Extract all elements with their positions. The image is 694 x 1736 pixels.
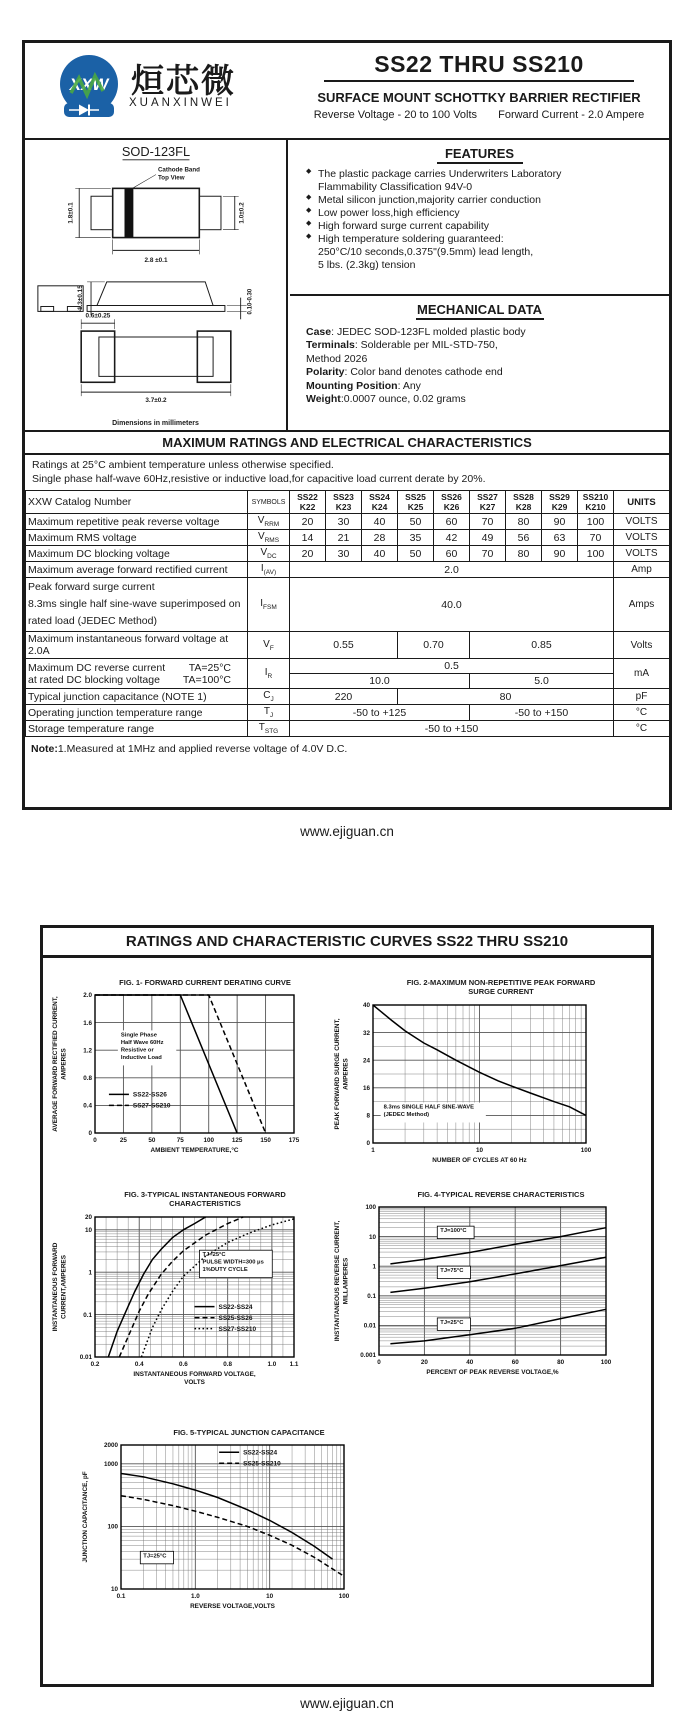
- catalog-number-header: XXW Catalog Number: [26, 491, 248, 514]
- symbol-cell: $T_J$: [248, 705, 290, 721]
- features-mechanical-panel: [290, 140, 669, 430]
- value-cell: 30: [326, 514, 362, 530]
- bullet-icon: ◆: [306, 233, 312, 241]
- package-name: SOD-123FL: [121, 143, 190, 159]
- feature-item: ◆ Low power loss,high efficiency: [306, 207, 460, 220]
- value-cell: 0.70: [398, 632, 470, 659]
- package-outline-drawing: [30, 142, 282, 406]
- unit-cell: VOLTS: [614, 546, 670, 562]
- features-list: [290, 168, 669, 272]
- x-axis-label: NUMBER OF CYCLES AT 60 Hz: [432, 1156, 527, 1164]
- features-heading: FEATURES: [444, 146, 515, 161]
- y-tick-label: 40: [362, 1001, 370, 1009]
- cathode-band-mark: [124, 188, 133, 237]
- unit-cell: VOLTS: [614, 530, 670, 546]
- y-tick-label: 32: [362, 1029, 370, 1037]
- legend-label: SS22-SS24: [218, 1303, 253, 1311]
- symbol-cell: $I_{(AV)}$: [248, 562, 290, 578]
- ratings-condition-2: Single phase half-wave 60Hz,resistive or inductive load,for capacitive load current derate by 20%.: [32, 472, 486, 485]
- series-TJ=25°C: [390, 1310, 606, 1344]
- value-cell: 14: [290, 530, 326, 546]
- mechanical-data-list: [290, 324, 669, 407]
- mechanical-data-section: [290, 302, 669, 407]
- value-cell: 60: [434, 546, 470, 562]
- value-cell: 63: [542, 530, 578, 546]
- chart-annotation: 8.3ms SINGLE HALF SINE-WAVE: [383, 1104, 475, 1111]
- value-cell: 40.0: [290, 578, 614, 632]
- top-view-label: Top View: [157, 174, 185, 182]
- y-tick-label: 0.1: [83, 1311, 92, 1319]
- fig3-typical-instantaneous-forward-characteristics: [49, 1190, 327, 1402]
- y-tick-label: 2000: [103, 1442, 118, 1450]
- chart-canvas: [331, 1199, 613, 1381]
- feature-item-continuation: 250°C/10 seconds,0.375"(9.5mm) lead length,: [318, 246, 534, 259]
- value-cell: 50: [398, 514, 434, 530]
- features-section: [290, 146, 669, 296]
- value-cell: 80: [398, 689, 614, 705]
- parameter-label: Maximum DC blocking voltage: [26, 546, 248, 562]
- table-footnote: [25, 743, 669, 755]
- y-tick-label: 20: [84, 1213, 92, 1221]
- x-tick-label: 25: [119, 1137, 127, 1145]
- value-cell: 21: [326, 530, 362, 546]
- dim-height: 1.3±0.15: [76, 285, 84, 311]
- y-tick-label: 10: [368, 1234, 376, 1242]
- chart-annotation: (JEDEC Method): [383, 1111, 430, 1118]
- value-cell: -50 to +150: [290, 721, 614, 737]
- y-tick-label: 0.1: [367, 1293, 376, 1301]
- unit-cell: °C: [614, 721, 670, 737]
- dim-lead-width: 1.0±0.2: [238, 202, 246, 224]
- value-cell: 100: [578, 546, 614, 562]
- value-cell: 56: [506, 530, 542, 546]
- x-tick-label: 50: [148, 1137, 156, 1145]
- value-cell: 80: [506, 514, 542, 530]
- chart-annotation: TJ=100°C: [440, 1228, 467, 1235]
- x-tick-label: 1: [371, 1146, 375, 1154]
- cathode-band-label: Cathode Band: [157, 166, 200, 174]
- page2-footer-url: www.ejiguan.cn: [300, 1696, 394, 1711]
- features-underline: [437, 162, 523, 164]
- y-tick-label: 1: [88, 1269, 92, 1277]
- units-header: UNITS: [614, 491, 670, 514]
- y-tick-label: 1: [372, 1263, 376, 1271]
- chart-title: FIG. 3-TYPICAL INSTANTANEOUS FORWARD CHARACTERISTICS: [124, 1190, 286, 1209]
- y-axis-label: MILLAMPERES: [342, 1258, 350, 1305]
- mechanical-data-line: Method 2026: [306, 352, 368, 365]
- y-tick-label: 100: [365, 1204, 376, 1212]
- y-tick-label: 0.01: [79, 1353, 92, 1361]
- value-cell: 70: [470, 546, 506, 562]
- y-axis-label: PEAK FORWARD SURGE CURRENT,: [334, 1018, 341, 1130]
- chart-canvas: [49, 987, 301, 1159]
- parameter-label: Maximum average forward rectified current: [26, 562, 248, 578]
- legend-label: SS22-SS26: [132, 1091, 167, 1099]
- x-tick-label: 40: [466, 1359, 474, 1367]
- x-axis-label: AMBIENT TEMPERATURE,°C: [150, 1147, 239, 1155]
- unit-cell: Amps: [614, 578, 670, 632]
- value-cell: 28: [362, 530, 398, 546]
- brand-romanized-name: XUANXINWEI: [129, 97, 232, 109]
- dim-standoff: 0.10-0.30: [245, 288, 253, 315]
- y-tick-label: 0.8: [83, 1075, 92, 1083]
- symbol-cell: $T_{STG}$: [248, 721, 290, 737]
- y-tick-label: 24: [362, 1057, 370, 1065]
- dim-body-width: 1.8±0.1: [66, 202, 74, 224]
- x-axis-label: REVERSE VOLTAGE,VOLTS: [190, 1603, 275, 1611]
- y-axis-label: AMPERES: [342, 1057, 350, 1090]
- header-title-block: [293, 51, 665, 121]
- chart-annotation: TJ=25°C: [143, 1553, 167, 1560]
- x-tick-label: 125: [231, 1137, 243, 1145]
- brand-logo: [51, 51, 133, 131]
- x-axis-label: VOLTS: [184, 1378, 205, 1386]
- chart-annotation: 1%DUTY CYCLE: [202, 1266, 248, 1273]
- y-axis-label: JUNCTION CAPACITANCE, pF: [82, 1471, 89, 1564]
- x-tick-label: 100: [338, 1593, 350, 1601]
- symbol-cell: $V_{RRM}$: [248, 514, 290, 530]
- x-tick-label: 0.8: [223, 1360, 233, 1368]
- chart-title: FIG. 4-TYPICAL REVERSE CHARACTERISTICS: [417, 1190, 585, 1199]
- device-column-header: SS29 K29: [542, 491, 578, 514]
- parameter-label: Storage temperature range: [26, 721, 248, 737]
- chart-annotation: PULSE WIDTH=300 μs: [202, 1259, 264, 1266]
- parameter-label: Operating junction temperature range: [26, 705, 248, 721]
- y-axis-label: AMPERES: [60, 1048, 68, 1081]
- value-cell: 35: [398, 530, 434, 546]
- mechanical-heading: MECHANICAL DATA: [417, 302, 542, 317]
- page1-footer-url: www.ejiguan.cn: [300, 824, 394, 839]
- value-cell: 40: [362, 514, 398, 530]
- device-column-header: SS26 K26: [434, 491, 470, 514]
- x-tick-label: 1.0: [190, 1593, 200, 1601]
- unit-cell: Volts: [614, 632, 670, 659]
- y-tick-label: 10: [84, 1226, 92, 1234]
- value-cell: 40: [362, 546, 398, 562]
- symbol-cell: $I_R$: [248, 659, 290, 689]
- chart-annotation: Inductive Load: [120, 1055, 162, 1062]
- chart-title: FIG. 2-MAXIMUM NON-REPETITIVE PEAK FORWARD SURGE CURRENT: [406, 978, 596, 997]
- mechanical-underline: [416, 318, 544, 320]
- bullet-icon: ◆: [306, 194, 312, 202]
- y-axis-label: AVERAGE FORWARD RECTIFIED CURRENT,: [52, 996, 59, 1133]
- chart-title: FIG. 1- FORWARD CURRENT DERATING CURVE: [119, 978, 291, 987]
- bullet-icon: ◆: [306, 220, 312, 228]
- value-cell: 42: [434, 530, 470, 546]
- symbol-cell: $V_F$: [248, 632, 290, 659]
- value-cell: 49: [470, 530, 506, 546]
- y-tick-label: 100: [107, 1523, 118, 1531]
- value-cell: 0.85: [470, 632, 614, 659]
- device-column-header: SS24 K24: [362, 491, 398, 514]
- dimensions-note: Dimensions in millimeters: [112, 420, 199, 427]
- dim-body-length: 2.8 ±0.1: [144, 257, 167, 265]
- y-axis-label: INSTANTANEOUS REVERSE CURRENT,: [334, 1221, 341, 1342]
- x-axis-label: PERCENT OF PEAK REVERSE VOLTAGE,%: [426, 1369, 559, 1377]
- value-cell: 10.0: [290, 674, 470, 689]
- value-cell: 20: [290, 546, 326, 562]
- series-TJ=100°C: [390, 1228, 606, 1264]
- brand-chinese-name: 烜芯微: [131, 62, 236, 99]
- mechanical-data-line: Terminals: Solderable per MIL-STD-750,: [306, 339, 498, 352]
- value-cell: 100: [578, 514, 614, 530]
- parameter-label: Peak forward surge current 8.3ms single half sine-wave superimposed on rated load (JEDEC Method): [26, 578, 248, 632]
- ratings-condition-1: Ratings at 25°C ambient temperature unless otherwise specified.: [32, 459, 334, 471]
- unit-cell: Amp: [614, 562, 670, 578]
- fig4-typical-reverse-characteristics: [331, 1190, 637, 1386]
- value-cell: 80: [506, 546, 542, 562]
- curves-heading: RATINGS AND CHARACTERISTIC CURVES SS22 THRU SS210: [43, 928, 651, 958]
- dim-pattern-length: 3.7±0.2: [144, 396, 167, 404]
- x-tick-label: 10: [266, 1593, 274, 1601]
- value-cell: 0.5: [290, 659, 614, 674]
- feature-item: ◆ High forward surge current capability: [306, 220, 489, 233]
- device-column-header: SS25 K25: [398, 491, 434, 514]
- value-cell: -50 to +150: [470, 705, 614, 721]
- ratings-table: [25, 490, 670, 737]
- chart-annotation: Half Wave 60Hz: [120, 1040, 164, 1047]
- unit-cell: pF: [614, 689, 670, 705]
- fig5-typical-junction-capacitance: [79, 1428, 385, 1620]
- unit-cell: °C: [614, 705, 670, 721]
- x-tick-label: 100: [203, 1137, 214, 1145]
- chart-annotation: TJ=25°C: [440, 1320, 464, 1327]
- legend-label: SS25-SS26: [218, 1314, 253, 1322]
- x-tick-label: 60: [511, 1359, 519, 1367]
- chart-title: FIG. 5-TYPICAL JUNCTION CAPACITANCE: [173, 1428, 325, 1437]
- x-tick-label: 100: [580, 1146, 592, 1154]
- y-tick-label: 0: [366, 1139, 370, 1147]
- y-tick-label: 0.4: [83, 1102, 92, 1110]
- ratings-table-wrap: [25, 490, 669, 755]
- feature-item-continuation: 5 lbs. (2.3kg) tension: [318, 259, 416, 272]
- feature-item: ◆ Metal silicon junction,majority carrier conduction: [306, 194, 541, 207]
- parameter-label: Maximum RMS voltage: [26, 530, 248, 546]
- y-tick-label: 0.001: [360, 1352, 376, 1360]
- mechanical-data-line: Mounting Position: Any: [306, 379, 421, 392]
- legend-label: SS22-SS24: [243, 1449, 278, 1457]
- parameter-label: Typical junction capacitance (NOTE 1): [26, 689, 248, 705]
- chart-annotation: TJ=75°C: [440, 1268, 464, 1275]
- package-drawing-panel: [25, 140, 288, 430]
- value-cell: 220: [290, 689, 398, 705]
- reverse-voltage-range: Reverse Voltage - 20 to 100 Volts: [313, 109, 478, 121]
- x-tick-label: 10: [475, 1146, 484, 1154]
- value-cell: 90: [542, 514, 578, 530]
- x-tick-label: 0.2: [90, 1360, 100, 1368]
- page1-datasheet: [22, 40, 672, 810]
- footnote-text: 1.Measured at 1MHz and applied reverse voltage of 4.0V D.C.: [57, 743, 348, 756]
- page2-curves: [40, 925, 654, 1687]
- y-tick-label: 16: [362, 1084, 370, 1092]
- y-tick-label: 8: [366, 1112, 370, 1120]
- y-tick-label: 1000: [103, 1461, 118, 1469]
- x-tick-label: 150: [260, 1137, 271, 1145]
- device-column-header: SS210 K210: [578, 491, 614, 514]
- device-column-header: SS27 K27: [470, 491, 506, 514]
- x-axis-label: INSTANTANEOUS FORWARD VOLTAGE,: [133, 1370, 256, 1378]
- x-tick-label: 20: [420, 1359, 428, 1367]
- mechanical-data-line: Weight:0.0007 ounce, 0.02 grams: [306, 393, 466, 406]
- feature-item: ◆ The plastic package carries Underwriters Laboratory: [306, 168, 562, 180]
- logo-xxw-text: XXW: [69, 75, 109, 94]
- header: [25, 43, 669, 140]
- x-tick-label: 100: [600, 1359, 612, 1367]
- parameter-label: Maximum repetitive peak reverse voltage: [26, 514, 248, 530]
- y-tick-label: 1.2: [83, 1047, 92, 1055]
- value-cell: 30: [326, 546, 362, 562]
- mechanical-data-line: Polarity: Color band denotes cathode end: [306, 366, 503, 379]
- value-cell: 70: [578, 530, 614, 546]
- y-tick-label: 1.6: [83, 1020, 92, 1028]
- part-number-title: SS22 THRU SS210: [374, 51, 584, 77]
- series-SS22-SS24: [108, 1217, 205, 1357]
- device-description: SURFACE MOUNT SCHOTTKY BARRIER RECTIFIER: [317, 90, 641, 105]
- symbol-cell: $C_J$: [248, 689, 290, 705]
- unit-cell: mA: [614, 659, 670, 689]
- x-tick-label: 75: [176, 1137, 184, 1145]
- plot-border: [379, 1207, 606, 1355]
- ratings-section-heading: MAXIMUM RATINGS AND ELECTRICAL CHARACTERISTICS: [25, 430, 669, 455]
- feature-item: ◆ High temperature soldering guaranteed:: [306, 233, 504, 246]
- x-tick-label: 1.0: [267, 1360, 277, 1368]
- y-tick-label: 2.0: [83, 992, 92, 1000]
- diode-icon: [64, 103, 114, 117]
- x-tick-label: 1.1: [289, 1360, 299, 1368]
- y-tick-label: 0: [88, 1130, 92, 1138]
- value-cell: 20: [290, 514, 326, 530]
- chart-annotation: Resistive or: [120, 1047, 154, 1054]
- parameter-label: Maximum instantaneous forward voltage at 2.0A: [26, 632, 248, 659]
- value-cell: 0.55: [290, 632, 398, 659]
- x-tick-label: 0: [377, 1359, 381, 1367]
- unit-cell: VOLTS: [614, 514, 670, 530]
- legend-label: SS27-SS210: [132, 1102, 171, 1110]
- chart-annotation: Single Phase: [120, 1032, 157, 1039]
- x-tick-label: 0.6: [179, 1360, 188, 1368]
- title-underline: [324, 80, 634, 82]
- x-tick-label: 175: [288, 1137, 300, 1145]
- y-axis-label: INSTANTANEOUS FORWARD: [52, 1242, 59, 1332]
- x-tick-label: 0.4: [134, 1360, 144, 1368]
- y-axis-label: CURRENT,AMPERES: [60, 1254, 68, 1319]
- bullet-icon: ◆: [306, 168, 312, 175]
- chart-canvas: [49, 1209, 301, 1397]
- y-tick-label: 10: [110, 1586, 118, 1594]
- bullet-icon: ◆: [306, 207, 312, 215]
- device-column-header: SS22 K22: [290, 491, 326, 514]
- device-column-header: SS23 K23: [326, 491, 362, 514]
- value-cell: 50: [398, 546, 434, 562]
- series-SS22-SS24: [121, 1474, 333, 1560]
- value-cell: -50 to +125: [290, 705, 470, 721]
- fig2-max-non-repetitive-surge-current: [331, 978, 637, 1174]
- chart-annotation: TJ=25°C: [202, 1251, 226, 1258]
- parameter-label: Maximum DC reverse current TA=25°C at rated DC blocking voltage TA=100°C: [26, 659, 248, 689]
- symbols-header: SYMBOLS: [248, 491, 290, 514]
- forward-current-rating: Forward Current - 2.0 Ampere: [498, 109, 645, 121]
- x-tick-label: 0: [93, 1137, 97, 1145]
- y-tick-label: 0.01: [363, 1322, 376, 1330]
- ratings-summary: [293, 109, 665, 121]
- x-tick-label: 0.1: [116, 1593, 126, 1601]
- value-cell: 2.0: [290, 562, 614, 578]
- x-tick-label: 80: [557, 1359, 565, 1367]
- fig1-forward-current-derating-curve: [49, 978, 327, 1164]
- series-SS27-SS210: [141, 1219, 294, 1357]
- legend-label: SS25-SS210: [243, 1460, 281, 1468]
- device-column-header: SS28 K28: [506, 491, 542, 514]
- symbol-cell: $I_{FSM}$: [248, 578, 290, 632]
- value-cell: 70: [470, 514, 506, 530]
- chart-canvas: [331, 997, 593, 1169]
- mechanical-data-line: Case: JEDEC SOD-123FL molded plastic body: [306, 326, 526, 338]
- legend-label: SS27-SS210: [218, 1325, 257, 1333]
- symbol-cell: $V_{RMS}$: [248, 530, 290, 546]
- value-cell: 90: [542, 546, 578, 562]
- series-TJ=75°C: [390, 1258, 606, 1293]
- feature-item-continuation: Flammability Classification 94V-0: [318, 181, 473, 194]
- footnote-label: Note:: [31, 743, 58, 756]
- chart-canvas: [79, 1437, 351, 1615]
- symbol-cell: $V_{DC}$: [248, 546, 290, 562]
- value-cell: 60: [434, 514, 470, 530]
- ratings-conditions: [32, 459, 486, 486]
- value-cell: 5.0: [470, 674, 614, 689]
- dim-pad-width: 0.6±0.25: [85, 312, 110, 320]
